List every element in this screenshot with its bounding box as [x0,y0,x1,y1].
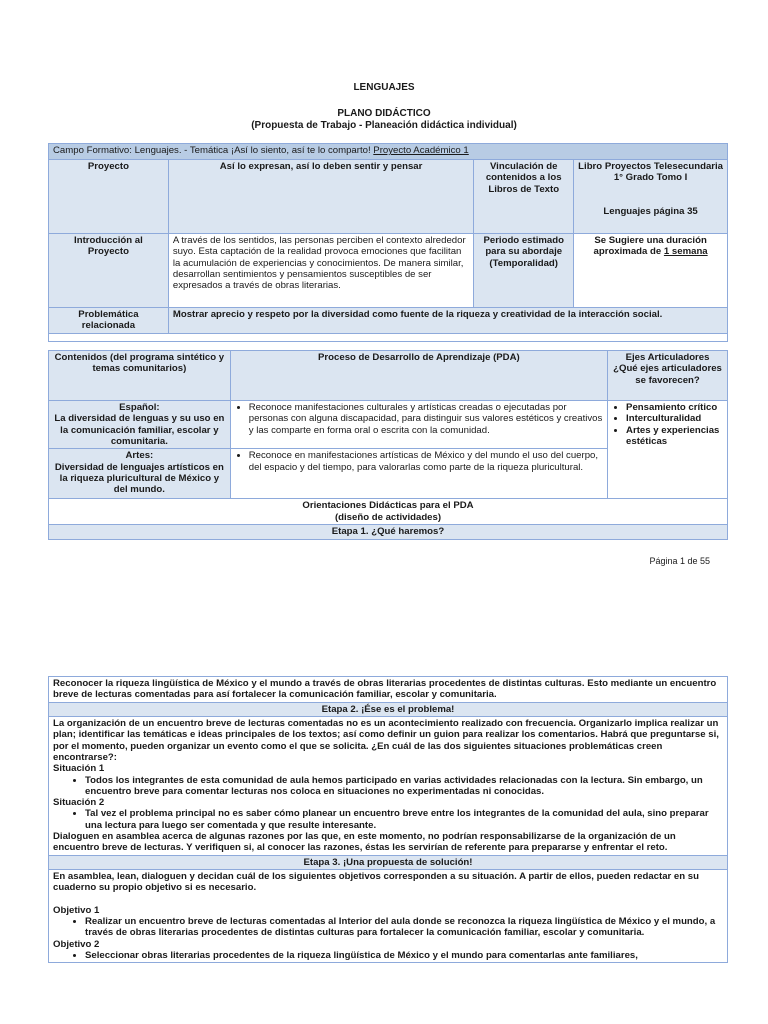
artes-text: Diversidad de lenguajes artísticos en la riqueza pluricultural de México y del mundo. [54,461,224,496]
objetivo2-item: • Seleccionar obras literarias procedentes de la riqueza lingüística de México y el mundo para comentarlas ante familiares, [85,950,723,961]
artes-cell [49,449,231,499]
intro-label: Introducción al Proyecto [49,234,169,308]
etapa2-content [49,716,728,855]
activities-table [48,676,728,963]
libro-pagina: Lenguajes página 35 [603,205,698,217]
orientaciones-cell [49,499,728,525]
eje-item: • Pensamiento crítico [626,402,723,413]
proyecto-value: Así lo expresan, así lo deben sentir y pensar [168,160,473,234]
objetivo1-item: • Realizar un encuentro breve de lecturas comentadas al Interior del aula donde se reconozca la riqueza lingüística de México y el mundo, a través de obras literarias procedentes de distintas culturas para fortalecer la comunicación familiar, escolar y comunitaria. [85,916,723,939]
libro-cell [574,160,728,234]
situacion1-label: Situación 1 [53,763,105,775]
eje-item: • Interculturalidad [626,413,723,424]
pda2-item: • Reconoce en manifestaciones artísticas de México y del mundo el uso del cuerpo, del espacio y del tiempo, para valorarlas como parte de la riqueza pluricultural. [249,450,603,473]
objetivo1-label: Objetivo 1 [53,904,100,916]
page2-intro: Reconocer la riqueza lingüística de México y el mundo a través de obras literarias procedentes de distintas culturas. Esto mediante un encuentro breve de lecturas comentadas para así fortalecer la comunicación familiar, escolar y comunitaria. [49,677,728,703]
document-subtitle: PLANO DIDÁCTICO [337,108,431,119]
periodo-link: 1 semana [663,246,708,258]
vinculacion-label: Vinculación de contenidos a los Libros de Texto [474,160,574,234]
ejes-header: Ejes Articuladores ¿Qué ejes articuladores se favorecen? [608,351,728,401]
pda-header: Proceso de Desarrollo de Aprendizaje (PDA) [230,351,607,401]
libro-title: Libro Proyectos Telesecundaria 1° Grado Tomo I [578,161,724,184]
orientaciones-title: Orientaciones Didácticas para el PDA [302,500,474,512]
espanol-label: Español: [119,402,160,413]
eje-item: • Artes y experiencias estéticas [626,425,723,448]
artes-label: Artes: [125,450,154,462]
etapa2-text: La organización de un encuentro breve de lecturas comentadas no es un acontecimiento realizado con frecuencia. Organizarlo implica realizar un plan; identificar las temáticas e ideas principales de los textos; así como definir un guion para realizar los comentarios. Habrá que preguntarse si, por el momento, pueden organizar un evento como el que se solicita. ¿En cuál de las dos siguientes situaciones problemáticas creen encontrarse?: [53,717,719,763]
situacion2-label: Situación 2 [53,797,105,809]
etapa3-content [49,870,728,963]
proyecto-academico-link[interactable]: Proyecto Académico 1 [373,145,469,156]
pda1-cell [230,401,607,449]
dialoguen-text: Dialoguen en asamblea acerca de algunas razones por las que, en este momento, no podrían responsabilizarse de la organización de un encuentro breve de lecturas. Y verifiquen si, al conocer las razones, éstas les servirían de referente para prepararse y enfrentar el reto. [53,831,676,854]
etapa3-header: Etapa 3. ¡Una propuesta de solución! [49,855,728,869]
document-title: LENGUAJES [353,82,415,93]
spacer-row [49,333,728,341]
periodo-cell: Se Sugiere una duración aproximada de 1 semana [574,234,728,308]
situacion2-item: • Tal vez el problema principal no es saber cómo planear un encuentro breve entre los integrantes de la comunidad del aula, sino preparar una lectura para luego ser comentada y que resulte interesante. [85,808,723,831]
proyecto-label: Proyecto [49,160,169,234]
espanol-cell [49,401,231,449]
contenidos-header: Contenidos (del programa sintético y temas comunitarios) [49,351,231,401]
pda1-item: • Reconoce manifestaciones culturales y artísticas creadas o ejecutadas por personas con alguna discapacidad, para distinguir sus valores estéticos y creativos y las comparte en forma oral o escrita con la comunidad. [249,402,603,436]
situacion1-item: • Todos los integrantes de esta comunidad de aula hemos participado en varias actividades relacionadas con la lectura. Sin embargo, un encuentro breve para comentar lecturas nos coloca en situaciones no experimentadas ni conocidas. [85,775,723,798]
campo-formativo-cell: Campo Formativo: Lenguajes. - Temática ¡Así lo siento, así te lo comparto! Proyecto Académico 1 [49,144,728,160]
page-number: Página 1 de 55 [649,556,710,566]
document-subtitle-2: (Propuesta de Trabajo - Planeación didáctica individual) [251,120,517,131]
project-info-table [48,143,728,342]
etapa3-text: En asamblea, lean, dialoguen y decidan cuál de los siguientes objetivos corresponden a su situación. A partir de ellos, pueden redactar en su cuaderno su propio objetivo si es necesario. [53,871,699,894]
ejes-cell [608,401,728,499]
intro-text: A través de los sentidos, las personas perciben el contexto alrededor suyo. Esta captación de la realidad provoca emociones que facilitan la acumulación de experiencias y conocimientos. De manera similar, desarrollan sentimientos y pensamientos susceptibles de ser expresados a través de obras literarias. [168,234,473,308]
contenidos-table [48,350,728,540]
objetivo2-label: Objetivo 2 [53,938,100,950]
problematica-value: Mostrar aprecio y respeto por la diversidad como fuente de la riqueza y creatividad de la interacción social. [168,308,727,334]
etapa2-header: Etapa 2. ¡Ése es el problema! [49,702,728,716]
pda2-cell [230,449,607,499]
orientaciones-sub: (diseño de actividades) [334,511,442,523]
etapa1-cell: Etapa 1. ¿Qué haremos? [49,525,728,539]
periodo-label: Periodo estimado para su abordaje (Temporalidad) [474,234,574,308]
problematica-label: Problemática relacionada [49,308,169,334]
espanol-text: La diversidad de lenguas y su uso en la comunicación familiar, escolar y comunitaria. [54,413,225,447]
